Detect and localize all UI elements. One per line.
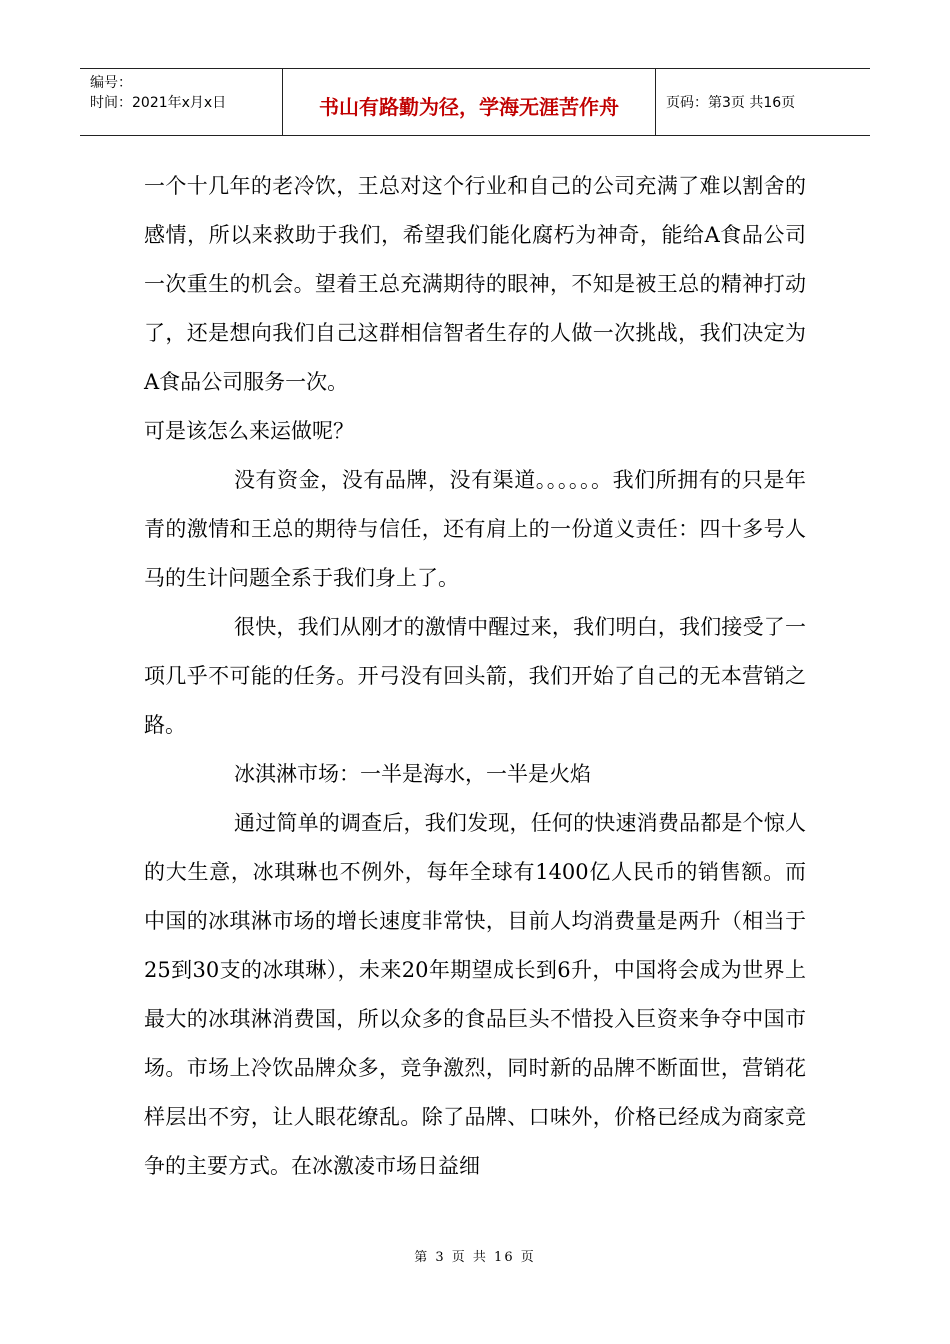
page-footer: 第 3 页 共 16 页 <box>414 1250 536 1265</box>
paragraph: 没有资金，没有品牌，没有渠道。。。。。。我们所拥有的只是年青的激情和王总的期待与信任，还有肩上的一份道义责任：四十多号人马的生计问题全系于我们身上了。 <box>144 468 806 590</box>
header-motto: 书山有路勤为径，学海无涯苦作舟 <box>283 69 656 135</box>
document-time-label: 时间：2021年x月x日 <box>90 95 227 111</box>
document-body <box>144 162 806 1191</box>
section-heading: 冰淇淋市场：一半是海水，一半是火焰 <box>234 762 591 786</box>
paragraph: 一个十几年的老冷饮，王总对这个行业和自己的公司充满了难以割舍的感情，所以来救助于我们，希望我们能化腐朽为神奇，能给A食品公司一次重生的机会。望着王总充满期待的眼神，不知是被王总的精神打动了，还是想向我们自己这群相信智者生存的人做一次挑战，我们决定为A食品公司服务一次。 <box>144 174 806 394</box>
paragraph: 很快，我们从刚才的激情中醒过来，我们明白，我们接受了一项几乎不可能的任务。开弓没有回头箭，我们开始了自己的无本营销之路。 <box>144 615 806 737</box>
header-meta <box>80 69 283 135</box>
page-header <box>80 68 870 136</box>
paragraph: 通过简单的调查后，我们发现，任何的快速消费品都是个惊人的大生意，冰琪琳也不例外，每年全球有1400亿人民币的销售额。而中国的冰琪淋市场的增长速度非常快，目前人均消费量是两升（相当于25到30支的冰琪琳），未来20年期望成长到6升，中国将会成为世界上最大的冰琪淋消费国，所以众多的食品巨头不惜投入巨资来争夺中国市场。市场上冷饮品牌众多，竞争激烈，同时新的品牌不断面世，营销花样层出不穷，让人眼花缭乱。除了品牌、口味外，价格已经成为商家竞争的主要方式。在冰激凌市场日益细 <box>144 811 806 1178</box>
header-page-code: 页码：第3页 共16页 <box>666 95 796 111</box>
paragraph: 可是该怎么来运做呢？ <box>144 419 354 443</box>
document-number-label: 编号： <box>90 75 132 91</box>
